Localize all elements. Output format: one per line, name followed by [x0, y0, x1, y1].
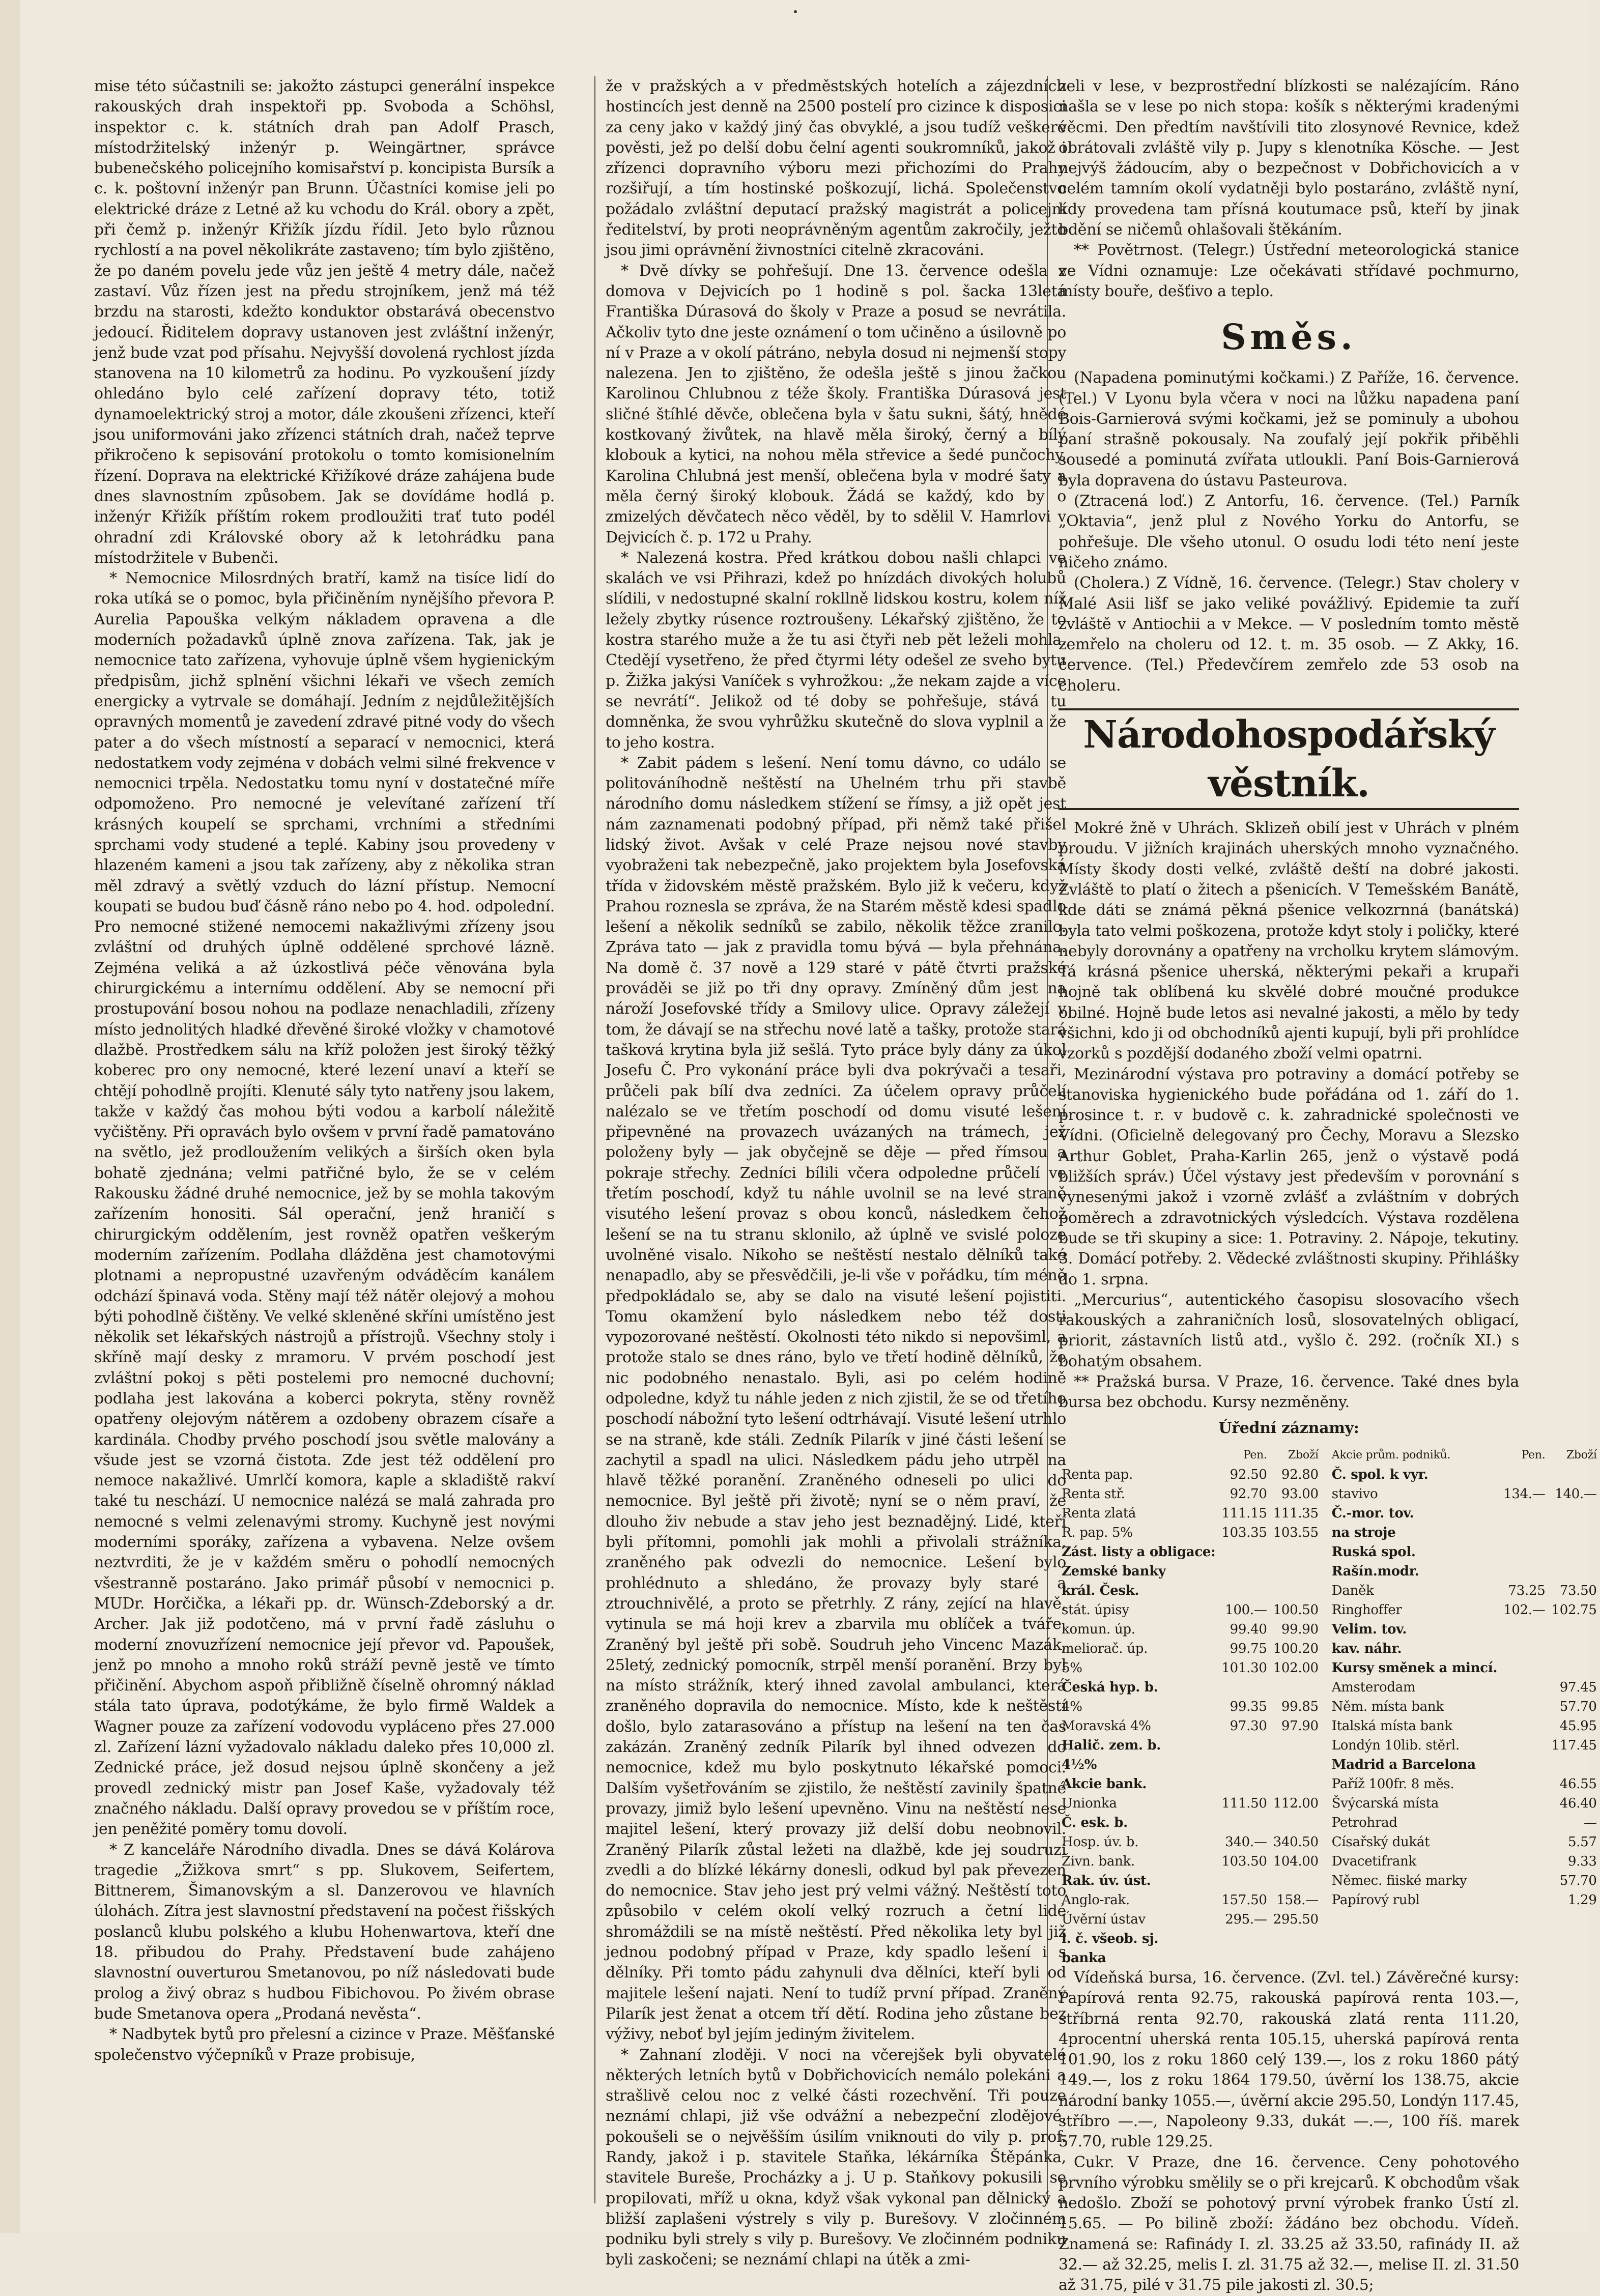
article-thieves: * Zahnaní zloději. V noci na včerejšek byli obyvatelé některých letních bytů v Dobřichovicích nemálo polekáni a strašlivě celou noc z velké části rozechvění. Tři pouze neznámí chlapi, již vše odvážní a nebezpeční zlodějové, pokoušeli se o nejvěšším úsilím vniknouti do vily p. prof. Randy, jakož i p. stavitele Staňka, lékárníka Štěpánka, stavitele Bureše, Procházky a j. U p. Staňkovy pokusili se propilovati, mříž u okna, když však vykonal pan dělnický a bližší zaplašeni výstrely s vily p. Burešovy. V zločinném podniku byli strely s vily p. Burešovy. Ve zločinném podniku byli zaskočeni; se neznámí chlapi na útěk a zmi-: [606, 2046, 1066, 2269]
article-sugar: Cukr. V Praze, dne 16. července. Ceny pohotového prvního výrobku smělily se o při krejcarů. K obchodům však nedošlo. Zboží se pohotový první výrobek franko Ústí zl. 15.65. — Po bilině zboží: žádáno bez obchodu. Vídeň. Znamená se: Rafinády I. zl. 33.25 až 33.50, rafinády II. až 32.— až 32.25, melis I. zl. 31.75 až 32.—, melise II. zl. 31.50 až 31.75, pilé v 31.75 pile jakosti zl. 30.5;: [1059, 2153, 1519, 2294]
rate-row: [1329, 1523, 1600, 1542]
rate-zbozi: [1548, 1542, 1599, 1562]
rate-label: Česká hyp. b.: [1062, 1679, 1158, 1695]
rate-pen: [1218, 1562, 1270, 1581]
rate-label: Zást. listy a obligace:: [1062, 1544, 1216, 1560]
rate-zbozi: 117.45: [1551, 1737, 1597, 1753]
rate-zbozi: [1270, 1678, 1322, 1697]
rate-label: Moravská 4%: [1062, 1718, 1151, 1734]
rate-zbozi: [1548, 1504, 1599, 1523]
rate-row: [1059, 1813, 1322, 1832]
rate-row: [1059, 1736, 1322, 1755]
rate-row: [1329, 1658, 1600, 1678]
rate-zbozi: 5.57: [1567, 1834, 1597, 1850]
section-title-smes: Směs.: [1221, 317, 1357, 358]
right-table-head: Akcie prům. podniků.: [1331, 1448, 1451, 1461]
ink-spot: [794, 10, 797, 13]
rate-zbozi: 99.90: [1281, 1621, 1319, 1637]
article-housing: * Nadbytek bytů pro přelesní a cizince v Praze. Měšťanské společenstvo výčepníků v Praze probisuje,: [94, 2025, 555, 2064]
rate-pen: [1218, 1929, 1270, 1948]
rate-pen: 103.35: [1221, 1525, 1267, 1540]
rate-row: [1059, 1832, 1322, 1852]
rate-row: [1329, 1871, 1600, 1890]
article-skeleton: * Nalezená kostra. Před krátkou dobou našli chlapci ve skalách ve vsi Přihrazi, kdež po hnízdách divokých holubů slídili, v nedostupné skalní rokllně lidskou kostru, kolem níž ležely zbytky rúsence roztroušeny. Lékařský zjištěno, že to kostra starého muže a že tu asi čtyři neb pět leželi mohla. Ctedějí vysetřeno, že před čtyrmi léty odešel ze sveho bytu p. Žižka jakýsi Vaníček s vyhrožkou: „že nekam zajde a více se nevrátí“. Jelikož od té doby se pohřešuje, stává tu domněnka, že svou vyhrůžku skutečně do slova vyplnil a že to jeho kostra.: [606, 549, 1066, 752]
article-paragraph: zeli v lese, v bezprostřední blízkosti se nalézajícím. Ráno našla se v lese po nich stopa: košík s některými kradenými věcmi. Den předtím navštívili tito zlosynové Revnice, kdež obrátovali zvláště vily p. Jupy s klenotníka Kösche. — Jest nejvýš žádoucím, aby o bezpečnost v Dobřichovicích a v celém tamním okolí vydatněji bylo postaráno, zvláště nyní, kdy provedena tam přísná koutumace psů, kteří by jinak bdění se ničemů ohlašovali štěkáním.: [1059, 77, 1519, 239]
rate-pen: 97.30: [1230, 1718, 1267, 1734]
rate-row: [1059, 1484, 1322, 1504]
rate-label: Dvacetifrank: [1331, 1853, 1416, 1869]
rate-zbozi: 1.29: [1567, 1892, 1597, 1908]
rate-zbozi: 73.50: [1559, 1583, 1597, 1598]
rate-row: [1059, 1562, 1322, 1581]
rate-pen: [1500, 1678, 1548, 1697]
rate-pen: [1218, 1581, 1270, 1600]
rate-label: Londýn 10lib. stěrl.: [1331, 1737, 1460, 1753]
rate-pen: [1218, 1871, 1270, 1890]
rate-pen: 134.—: [1503, 1486, 1546, 1502]
rate-pen: 99.75: [1230, 1641, 1267, 1656]
rate-label: banka: [1062, 1950, 1106, 1966]
rate-row: [1329, 1832, 1600, 1852]
rate-row: [1329, 1600, 1600, 1620]
rate-label: Akcie bank.: [1062, 1776, 1147, 1792]
rate-pen: [1500, 1562, 1548, 1581]
rate-pen: 73.25: [1508, 1583, 1546, 1598]
rate-row: [1059, 1620, 1322, 1639]
rate-label: R. pap. 5%: [1062, 1525, 1133, 1540]
rate-zbozi: [1270, 1871, 1322, 1890]
rate-zbozi: [1548, 1755, 1599, 1774]
article-lost-ship: (Ztracená loď.) Z Antorfu, 16. července. (Tel.) Parník „Oktavia“, jenž plul z Nového Yorku do Antorfu, se pohřešuje. Dle všeho utonul. O osudu lodi této není jeste ničeho známo.: [1059, 492, 1519, 571]
article-national-theatre: * Z kanceláře Národního divadla. Dnes se dává Kolárova tragedie „Žižkova smrt“ s pp. Slukovem, Seifertem, Bittnerem, Šimanovským a sl. Danzerovou ve hlavních úlohách. Zítra jest slavnostní představení na počest řišských poslanců klubu polského a klubu Hohenwartova, kteří dne 18. přibudou do Prahy. Představení bude zahájeno slavnostní ouverturou Smetanovou, po níž následovati bude prolog a živý obraz s hudbou Fibichovou. Po živém obrase bude Smetanova opera „Prodaná nevěsta“.: [94, 1841, 555, 2023]
rate-pen: 100.—: [1225, 1602, 1267, 1618]
header-zbozi: Zboží: [1288, 1448, 1319, 1461]
rate-pen: 340.—: [1225, 1834, 1267, 1850]
article-harvest: Mokré žně v Uhrách. Sklizeň obilí jest v Uhrách v plném proudu. V jižních krajinách uherských mnoho vyznačného. Místy škody dosti velké, zvláště deští na dobré jakosti. Zvláště to platí o žitech a pšenicích. V Temešském Banátě, kde dáti se známá pěkná pšenice velkozrnná (banátská) byla tato velmi poškozena, protože kdyt stoly i poličky, které nebyly dorovnány a opatřeny na vrcholku krytem slámovým. Tá krásná pšenice uherská, některými pekaři a krupaři hojně tak oblíbená ku skvělé dobré moučné produkce obilné. Hojně bude letos asi nevalné jakosti, a mělo by tedy všichni, kdo ji od obchodníků ajenti kupují, byli při prohlídce vzorků s pozdější dodaného zboží velmi opatrni.: [1059, 819, 1519, 1063]
rate-pen: [1500, 1774, 1548, 1794]
rate-zbozi: [1270, 1736, 1322, 1755]
rate-label: Italská místa bank: [1331, 1718, 1452, 1734]
rate-pen: [1500, 1852, 1548, 1871]
article-scaffold-accident: * Zabit pádem s lešení. Není tomu dávno, co událo se politováníhodně neštěstí na Uhelném trhu při stavbě národního domu následkem stížení se římsy, a již opět jest nám zaznamenati podobný případ, při němž také přišel lidský život. Avšak v celé Praze nejsou nové stavby vyobraženi tak nebezpečně, jako projektem byla Josefovská třída v židovském městě pražském. Bylo již k večeru, když Prahou roznesla se zpráva, že na Starém městě kdesi spadlo lešení a několik sedníků se zabilo, několik těžce zranilo. Zpráva tato — jak z pravidla tomu bývá — byla přehnána. Na domě č. 37 nově a 129 staré v pátě čtvrti pražské prováděi se již po tři dny opravy. Zmíněný dům jest na nároží Josefovské třídy a Smilovy ulice. Opravy záležejí v tom, že dávají se na střechu nové latě a tašky, protože stará tašková krytina byla již sešlá. Tyto práce byly dány za úkol Josefu Č. Pro vykonání práce byli dva pokrývači a tesaři, průčeli pak bílí dva zedníci. Za účelem opravy průčelí nalézalo se ve třetím poschodí od domu visuté lešení připevněné na provazech uvázaných na trámech, jež položeny byly — jak obyčejně se děje — před římsou a pokraje střechy. Zedníci bílili včera odpoledne průčelí ve třetím poschodí, když tu náhle uvolnil se na levé straně visutého lešení provaz s obou konců, následkem čehož lešení se na tu stranu sklonilo, až úplně ve svislé poloze uvolněné visalo. Nikoho se neštěstí nestalo dělníků také nenapadlo, aby se přesvědčili, je-li vše v pořádku, tím méně předpokládalo se, aby se dalo na visuté lešení pojistiti. Tomu okamžení bylo následkem nebo též dosti vypozorované neštěstí. Okolnosti této nikdo si nepovšiml, a protože stalo se dnes ráno, bylo ve třetí hodině dělníků, že nic podobného nenastalo. Byli, asi po celém hodině odpoledne, když tu náhle jeden z nich zjistil, že se od třetího poschodí nábožní tyto lešení odtrhávají. Visuté lešení utrhlo se na straně, kde stáli. Zedník Pilarík v jiné části lešení se zachytil a spadl na ulici. Následkem pádu jeho utrpěl na hlavě těžké poranění. Zraněného odneseli po ulici do nemocnice. Byl ještě při životě; nyní se o něm praví, že dlouho živ nebude a stav jeho jest beznadějný. Lidé, kteří byli přítomni, pomohli jak mohli a přivolali strážníka, zraněného pak odvezli do nemocnice. Lešení bylo prohlédnuto a shledáno, že provazy byly staré a ztrouchnivělé, a proto se přetrhly. Z rány, zející na hlavě, vytinula se má hoji krev a zbarvila mu oblíček a tváře. Zraněný byl ještě při sobě. Soudruh jeho Vincenc Mazák, 25letý, zednický pomocník, strpěl menší poranění. Brzy byl na místo strážník, který ihned zavolal ambulanci, která zraněného dopravila do nemocnice. Místo, kde k neštěstí došlo, bylo zatarasováno a přístup na lešení na ten čas zakázán. Zraněný zedník Pilarík byl ihned odvezen do nemocnice, kdež mu bylo poskytnuto lékařské pomoci. Dalším vyšetřováním se zjistilo, že neštěstí zavinily špatné provazy, jimiž bylo lešení upevněno. Vinu na neštěstí nese majitel lešení, který provazy již delší dobu neobnovil. Zraněný Pilarík zůstal ležeti na dlažbě, kde jej soudruzi zvedli a do blízké lékárny donesli, odkud byl pak převezen do nemocnice. Stav jeho jest prý velmi vážný. Neštěstí toto způsobilo v celém okolí velký rozruch a četní lidé shromáždili se na místě neštěstí. Před několika lety byl již jednou podobný případ v Praze, kdy spadlo lešení i s dělníky. Při tomto pádu zahynuli dva dělníci, kteří byli od majitele lešení najati. Není to tudíž první případ. Zraněný Pilarík jest ženat a otcem tří dětí. Rodina jeho zůstane bez výživy, neboť byl jejím jediným živitelem.: [606, 754, 1066, 2044]
rate-label: Švýcarská místa: [1331, 1795, 1439, 1811]
rate-zbozi: [1270, 1562, 1322, 1581]
article-weather: ** Povětrnost. (Telegr.) Ústřední meteorologická stanice ve Vídni oznamuje: Lze očekávati střídavé pochmurno, místy bouře, dešťivo a teplo.: [1059, 241, 1519, 300]
rate-row: [1329, 1678, 1600, 1697]
rate-pen: [1500, 1794, 1548, 1813]
rate-pen: 101.30: [1221, 1660, 1267, 1676]
rate-zbozi: 92.80: [1281, 1467, 1319, 1482]
rate-pen: 157.50: [1221, 1892, 1267, 1908]
rate-zbozi: [1270, 1581, 1322, 1600]
article-mercurius: „Mercurius“, autentického časopisu slosovacího všech rakouských a zahraničních losů, slosovatelných obligací, priorit, zástavních listů atd., vyšlo č. 292. (ročník XI.) s bohatým obsahem.: [1059, 1290, 1519, 1370]
rate-label: Velim. tov.: [1331, 1621, 1407, 1637]
rate-zbozi: 57.70: [1559, 1699, 1597, 1714]
rate-zbozi: [1548, 1658, 1599, 1678]
rate-zbozi: 97.90: [1281, 1718, 1319, 1734]
rate-zbozi: 140.—: [1555, 1486, 1597, 1502]
rate-pen: [1500, 1736, 1548, 1755]
rate-label: Ruská spol.: [1331, 1544, 1416, 1560]
rate-zbozi: [1548, 1639, 1599, 1658]
rate-zbozi: 46.40: [1559, 1795, 1597, 1811]
rate-pen: [1500, 1620, 1548, 1639]
rate-label: komun. úp.: [1062, 1621, 1135, 1637]
article-exhibition: Mezinárodní výstava pro potraviny a domácí potřeby se stanoviska hygienického bude pořádána od 1. září do 1. prosince t. r. v budově c. k. zahradnické společnosti ve Vídni. (Oficielně delegovaný pro Čechy, Moravu a Slezsko Arthur Goblet, Praha-Karlin 265, jenž o výstavě podá bližších správ.) Účel výstavy jest především v porovnání s vynesenými jakož i vzorně zvlášť a zvláštním v dobrých poměrech a zdravotnických výsledcích. Výstava rozdělena bude se tři skupiny a sice: 1. Potraviny. 2. Nápoje, tekutiny. 3. Domácí potřeby. 2. Vědecké zvláštnosti skupiny. Přihlášky do 1. srpna.: [1059, 1065, 1519, 1288]
rate-row: [1329, 1813, 1600, 1832]
rate-pen: [1218, 1755, 1270, 1774]
rate-zbozi: [1548, 1562, 1599, 1581]
rate-row: [1059, 1639, 1322, 1658]
rate-pen: 92.50: [1230, 1467, 1267, 1482]
rate-label: Živn. bank.: [1062, 1853, 1135, 1869]
rate-pen: 111.15: [1221, 1505, 1267, 1521]
rate-label: Paříž 100fr. 8 měs.: [1331, 1776, 1454, 1792]
article-cholera: (Cholera.) Z Vídně, 16. července. (Telegr.) Stav cholery v Malé Asii lišf se jako veliké povážlivý. Epidemie ta zuří zvláště v Antiochii a v Mekce. — V posledním tomto městě zemřelo na choleru od 12. t. m. 35 osob. — Z Akky, 16. července. (Tel.) Předevčírem zemřelo zde 53 osob na choleru.: [1059, 574, 1519, 695]
rate-row: [1329, 1542, 1600, 1562]
rate-pen: [1500, 1504, 1548, 1523]
article-paragraph: že v pražských a v předměstských hotelích a zájezdních hostincích jest denně na 2500 postelí pro cizince k disposici za ceny jako v každý jiný čas obvyklé, a jsou tudíž veškeré pověsti, jež po delší dobu čelní agenti soukromníků, jakož i zřízenci dopravního výboru mezi přichozími do Prahy rozšiřují, a tím hostinské poškozují, lichá. Společenstvo požádalo zvláštní deputací pražský magistrát a policejní ředitelství, by proti neoprávněným agentům zakročily, ježto jsou jimi oprávnění živnostníci citelně zkracováni.: [606, 77, 1066, 260]
rate-label: Č. spol. k vyr.: [1331, 1467, 1428, 1482]
rate-row: [1329, 1736, 1600, 1755]
rate-pen: [1500, 1813, 1548, 1832]
rate-zbozi: [1270, 1948, 1322, 1968]
rate-pen: [1218, 1774, 1270, 1794]
rate-zbozi: 46.55: [1559, 1776, 1597, 1792]
rate-pen: 99.40: [1230, 1621, 1267, 1637]
rates-table-right: [1329, 1446, 1600, 1910]
header-zbozi: Zboží: [1566, 1448, 1597, 1461]
rate-pen: 111.50: [1221, 1795, 1267, 1811]
rate-row: [1059, 1890, 1322, 1910]
rate-label: na stroje: [1331, 1525, 1396, 1540]
rate-pen: [1218, 1542, 1270, 1562]
rate-label: Madrid a Barcelona: [1331, 1757, 1476, 1772]
rate-zbozi: 104.00: [1273, 1853, 1319, 1869]
rate-pen: [1500, 1523, 1548, 1542]
rate-zbozi: 158.—: [1276, 1892, 1319, 1908]
rate-pen: [1500, 1697, 1548, 1716]
rate-row: [1329, 1697, 1600, 1716]
rate-label: Č. esk. b.: [1062, 1815, 1128, 1830]
rate-row: [1059, 1581, 1322, 1600]
rate-label: Ringhoffer: [1331, 1602, 1402, 1618]
rate-row: [1059, 1678, 1322, 1697]
rate-zbozi: 100.50: [1273, 1602, 1319, 1618]
rate-pen: [1500, 1639, 1548, 1658]
rate-zbozi: 112.00: [1273, 1795, 1319, 1811]
header-pen: Pen.: [1521, 1448, 1546, 1461]
rate-zbozi: [1270, 1929, 1322, 1948]
rate-label: Halič. zem. b.: [1062, 1737, 1161, 1753]
article-cats: (Napadena pominutými kočkami.) Z Paříže, 16. července. (Tel.) V Lyonu byla včera v noci na lůžku napadena paní Bois-Garnierová svými kočkami, jež se pominuly a ubohou paní strašně pokousaly. Na zoufalý její pokřik přiběhli sousedé a pominutá zvířata utloukli. Paní Bois-Garnierová byla dopravena do ústavu Pasteurova.: [1059, 369, 1519, 490]
rate-label: Amsterodam: [1331, 1679, 1416, 1695]
header-pen: Pen.: [1243, 1448, 1267, 1461]
rate-zbozi: 102.75: [1551, 1602, 1597, 1618]
rate-pen: [1218, 1813, 1270, 1832]
rate-label: l. č. všeob. sj.: [1062, 1931, 1159, 1946]
rate-label: Č.-mor. tov.: [1331, 1505, 1414, 1521]
rate-zbozi: 99.85: [1281, 1699, 1319, 1714]
rate-row: [1329, 1794, 1600, 1813]
rate-label: Něm. místa bank: [1331, 1699, 1444, 1714]
rate-pen: [1500, 1890, 1548, 1910]
rate-label: Němec. fiiské marky: [1331, 1873, 1467, 1888]
rate-zbozi: [1270, 1542, 1322, 1562]
rate-label: Úvěrní ústav: [1062, 1911, 1146, 1927]
rate-pen: 99.35: [1230, 1699, 1267, 1714]
rate-label: Daněk: [1331, 1583, 1374, 1598]
article-hospital: * Nemocnice Milosrdných bratří, kamž na tisíce lidí do roka utíká se o pomoc, byla přičiněním nynějšího převora P. Aurelia Papouška velkým nákladem opravena a dle moderních požadavků úplně znova zařízena. Tak, jak je nemocnice tato zařízena, vyhovuje úplně všem hygienickým předpisům, jichž splnění všichni lékaři ve všech zemích energicky a vytrvale se domáhají. Jedním z nejdůležitějších opravných momentů je zavedení zdravé pitné vody do všech pater a do všech místností a separací v nemocnici, která nedostatkem vody zejména v dobách velmi silné frekvence v nemocnici trpěla. Nedostatku tomu nyní v dostatečné míře odpomoženo. Pro nemocné je velevítané zařízení tří krásných koupelí se sprchami, vrchními a středními sprchami vody studené a teplé. Kabiny jsou provedeny v hlazeném kameni a jsou tak zařízeny, aby z několika stran měl zdravý a světlý vzduch do lázní přístup. Nemocní koupati se budou buď čásně ráno nebo po 4. hod. odpolední. Pro nemocné stižené nemocemi nakažlivými zřízeny jsou zvláštní od druhých úplně oddělené sprchové lázně. Zejména veliká a až úzkostlivá péče věnována byla chirurgickému a internímu oddělení. Aby se nemocní při prostupování bosou nohou na podlaze nenachladili, zřízeny místo jednolitých hladké dřevěné široké vložky v chamotové dlažbě. Prostředkem sálu na kříž položen jest široký těžký koberec pro ony nemocné, které lezení unaví a kteří se chtějí pohodlně projíti. Klenuté sály tyto natřeny jsou lakem, takže v každý čas mohou býti vodou a karbolí náležitě vyčištěny. Při opravách bylo ovšem v první řadě pamatováno na světlo, jež prodloužením velikých a širších oken byla bohatě zjednána; velmi patřičné bylo, že se v celém Rakousku žádné druhé nemocnice, jež by se mohla takovým zařízením honositi. Sál operační, jenž hraničí s chirurgickým oddělením, jest rovněž opatřen veškerým moderním zařízením. Podlaha dlážděna jest chamotovými plotnami a nepropustné uzavřeným odváděcím kanálem odchází špinavá voda. Stěny mají též nátěr olejový a mohou býti pohodlně čištěny. Ve velké skleněné skříni umístěno jest několik set lékařských nástrojů a přístrojů. Všechny stoly i skříně mají desky z mramoru. V prvém poschodí jest zvláštní pokoj s pěti postelemi pro nemocné duchovní; podlaha jest lakována a koberci pokryta, stěny rovněž opatřeny olejovým nátěrem a ozdobeny obrazem císaře a kardinála. Chodby prvého poschodí jsou světle malovány a všude jest se vzorná čistota. Zde jest též oddělení pro nemoce nakažlivé. Umrlčí komora, kaple a skladiště rakví také tu neschází. U nemocnice nalézá se malá zahrada pro nemocné s velmi zelenavými stromy. Kuchyně jest novými moderními sporáky, zařízena a vybavena. Nelze ovšem neztvrditi, že je v každém směru o pohodlí nemocných všestranně postaráno. Jako primář působí v nemocnici p. MUDr. Horčička, a lékaři pp. dr. Wünsch-Zdeborský a dr. Archer. Jak již podotčeno, má v první řadě zásluhu o moderní znovuzřízení nemocnice její převor vd. Papoušek, jenž po mnoho a mnoho roků stráží pevně jestě ve tímto přičinění. Abychom aspoň přibližně číselně ohromný náklad stála tato úprava, podotýkáme, že bylo firmě Waldek a Wagner pouze za zařízení vodovodu vypláceno přes 27.000 zl. Zařízení lázní vyžadovalo nákladu daleko přes 10,000 zl. Zednické práce, jež dosud nejsou úplně skončeny a jež provedl zednický mistr pan Josef Kaše, vyžadovaly též značného nákladu. Další opravy provedou se v příštím roce, jen peněžité poměry tomu dovolí.: [94, 569, 555, 1839]
rate-row: [1329, 1504, 1600, 1523]
section-title-economic: Národohospodářský věstník.: [1059, 708, 1519, 810]
rate-label: Renta stř.: [1062, 1486, 1125, 1502]
rate-pen: 103.50: [1221, 1853, 1267, 1869]
rate-zbozi: 102.00: [1273, 1660, 1319, 1676]
rate-row: [1329, 1484, 1600, 1504]
article-prague-bourse: ** Pražská bursa. V Praze, 16. července. Také dnes byla bursa bez obchodu. Kursy nezměněny.: [1059, 1373, 1519, 1412]
rate-row: [1059, 1929, 1322, 1948]
rate-pen: [1500, 1542, 1548, 1562]
rate-row: [1059, 1465, 1322, 1484]
rate-label: Unionka: [1062, 1795, 1117, 1811]
rate-row: [1329, 1755, 1600, 1774]
rate-row: [1059, 1852, 1322, 1871]
rate-label: Renta zlatá: [1062, 1505, 1136, 1521]
rate-zbozi: 340.50: [1273, 1834, 1319, 1850]
rate-row: [1059, 1910, 1322, 1929]
rate-label: Císařský dukát: [1331, 1834, 1430, 1850]
column-3: [1059, 76, 1597, 2294]
article-vienna-bourse: Vídeňská bursa, 16. července. (Zvl. tel.) Závěrečné kursy: Papírová renta 92.75, rakouská papírová renta 103.—, stříbrná renta 92.70, rakouská zlatá renta 111.20, 4procentní uherská renta 105.15, uherská papírová renta 101.90, los z roku 1860 celý 139.—, los z roku 1860 pátý 149.—, los z roku 1864 179.50, úvěrní los 138.75, akcie národní banky 1055.—, úvěrní akcie 295.50, Londýn 117.45, stříbro —.—, Napoleony 9.33, dukát —.—, 100 říš. marek 57.70, ruble 129.25.: [1059, 1968, 1519, 2151]
rate-pen: [1500, 1716, 1548, 1736]
rate-zbozi: 103.55: [1273, 1525, 1319, 1540]
rate-row: [1059, 1697, 1322, 1716]
rate-label: Renta pap.: [1062, 1467, 1133, 1482]
scan-edge: [0, 0, 20, 2233]
rate-row: [1059, 1523, 1322, 1542]
rate-row: [1059, 1948, 1322, 1968]
rate-label: kav. náhr.: [1331, 1641, 1402, 1656]
rate-zbozi: 111.35: [1273, 1505, 1319, 1521]
rate-zbozi: [1270, 1774, 1322, 1794]
rate-row: [1059, 1600, 1322, 1620]
rate-label: 5%: [1062, 1660, 1082, 1676]
rate-label: Rak. úv. úst.: [1062, 1873, 1151, 1888]
rate-row: [1059, 1542, 1322, 1562]
rate-row: [1329, 1620, 1600, 1639]
rate-pen: 92.70: [1230, 1486, 1267, 1502]
rate-zbozi: 57.70: [1559, 1873, 1597, 1888]
rate-label: Anglo-rak.: [1062, 1892, 1130, 1908]
rate-zbozi: [1270, 1755, 1322, 1774]
rate-row: [1329, 1890, 1600, 1910]
rate-label: meliorač. úp.: [1062, 1641, 1148, 1656]
rate-label: Kursy směnek a mincí.: [1331, 1660, 1498, 1676]
rate-pen: [1500, 1658, 1548, 1678]
rates-title: Úřední záznamy:: [1218, 1419, 1359, 1437]
rate-zbozi: 100.20: [1273, 1641, 1319, 1656]
rate-pen: [1500, 1755, 1548, 1774]
rate-label: Papírový rubl: [1331, 1892, 1420, 1908]
rate-zbozi: 295.50: [1273, 1911, 1319, 1927]
rate-pen: [1218, 1948, 1270, 1968]
rate-label: 4½%: [1062, 1757, 1097, 1772]
column-rule: [594, 76, 595, 2203]
rate-row: [1059, 1774, 1322, 1794]
rate-label: Rašín.modr.: [1331, 1563, 1419, 1579]
rate-row: [1329, 1774, 1600, 1794]
column-2: [606, 76, 1066, 2269]
rate-label: Zemské banky: [1062, 1563, 1166, 1579]
rate-label: Hosp. úv. b.: [1062, 1834, 1139, 1850]
article-missing-girls: * Dvě dívky se pohřešují. Dne 13. července odešla z domova v Dejvicích po 1 hodině s pol. šacka 13letá Františka Dúrasová do školy v Praze a posud se nevrátila. Ačkoliv tyto dne jeste oznámení o tom učiněno a úsilovně po ní v Praze a v okolí pátráno, nebyla dosud ni nejmenší stopy nalezena. Jen to zjištěno, že odešla ještě s jinou žačkou Karolinou Chlubnou z téže školy. Františka Dúrasová jest sličné štíhlé děvče, oblečena byla v šatu sukni, šátý, hnědé kostkovaný živůtek, na hlavě měla široký, černý a bílý klobouk a kytici, na nohou měla střevice a šedé punčochy. Karolina Chlubná jest menší, oblečena byla v modré šaty a měla černý široký klobouk. Žádá se každý, kdo by o zmizelých děvčatech něco věděl, by to sdělil V. Hamrlovi v Dejvicích č. p. 172 u Prahy.: [606, 262, 1066, 547]
rates-table-left: [1059, 1446, 1322, 1968]
rate-pen: [1218, 1736, 1270, 1755]
rate-label: stavivo: [1331, 1486, 1378, 1502]
rate-row: [1059, 1504, 1322, 1523]
rate-zbozi: 93.00: [1281, 1486, 1319, 1502]
rates-tables: [1059, 1442, 1597, 1968]
article-paragraph: mise této súčastnili se: jakožto zástupci generální inspekce rakouských drah inspektoři pp. Svoboda a Schöhsl, inspektor c. k. státních drah pan Adolf Prasch, místodržitelský inženýr p. Weingärtner, správce bubenečského policejního komisařství p. koncipista Bursík a c. k. poštovní inženýr pan Brunn. Účastníci komise jeli po elektrické dráze z Letné až ku vchodu do Král. obory a zpět, při čemž p. inženýr Křižík jízdu řídil. Jeto bylo různou rychlostí a na povel několikráte zastaveno; tím bylo zjištěno, že po daném povelu jede vůz jen ještě 4 metry dále, načež zastaví. Vůz řízen jest na předu strojníkem, jenž má též brzdu na starosti, kdežto konduktor obstarává obecenstvo jedoucí. Řiditelem dopravy ustanoven jest zvláštní inženýr, jenž bude vzat pod přísahu. Nejvyšší dovolená rychlost jízda stanovena na 10 kilometrů za hodinu. Po vyzkoušení jízdy ohledáno bylo celé zařízení dopravy této, totiž dynamoelektrický stroj a motor, dále zkoušeni zřízenci, kteří jsou uniformováni jako zřízenci státních drah, načež teprve přikročeno k sepisování protokolu o tomto komisionelním řízení. Doprava na elektrické Křižíkové dráze zahájena bude dnes slavnostním způsobem. Jak se dovídáme hodlá p. inženýr Křižík příštím rokem prodloužiti trať tuto podél ohradní zdi Královské obory až k letohrádku pana místodržitele v Bubenči.: [94, 77, 555, 567]
rate-zbozi: [1548, 1620, 1599, 1639]
rate-label: stát. úpisy: [1062, 1602, 1129, 1618]
rate-row: [1329, 1716, 1600, 1736]
rate-pen: [1500, 1465, 1548, 1484]
rate-row: [1329, 1562, 1600, 1581]
column-1: [94, 76, 555, 2203]
rate-pen: 102.—: [1503, 1602, 1546, 1618]
rate-zbozi: —: [1583, 1815, 1597, 1830]
rate-row: [1059, 1871, 1322, 1890]
rate-label: 4%: [1062, 1699, 1082, 1714]
rate-row: [1059, 1658, 1322, 1678]
rate-row: [1329, 1581, 1600, 1600]
rate-row: [1329, 1465, 1600, 1484]
rate-pen: [1500, 1832, 1548, 1852]
rate-row: [1059, 1755, 1322, 1774]
rate-row: [1059, 1716, 1322, 1736]
rate-pen: [1218, 1678, 1270, 1697]
rate-zbozi: 9.33: [1567, 1853, 1597, 1869]
rate-zbozi: 97.45: [1559, 1679, 1597, 1695]
rate-pen: [1500, 1871, 1548, 1890]
rate-pen: 295.—: [1225, 1911, 1267, 1927]
rate-row: [1329, 1852, 1600, 1871]
rate-row: [1059, 1794, 1322, 1813]
rate-zbozi: [1548, 1523, 1599, 1542]
rate-row: [1329, 1639, 1600, 1658]
rate-label: Petrohrad: [1331, 1815, 1397, 1830]
rate-zbozi: 45.95: [1559, 1718, 1597, 1734]
rate-zbozi: [1548, 1465, 1599, 1484]
rate-zbozi: [1270, 1813, 1322, 1832]
rate-label: král. Česk.: [1062, 1583, 1139, 1598]
